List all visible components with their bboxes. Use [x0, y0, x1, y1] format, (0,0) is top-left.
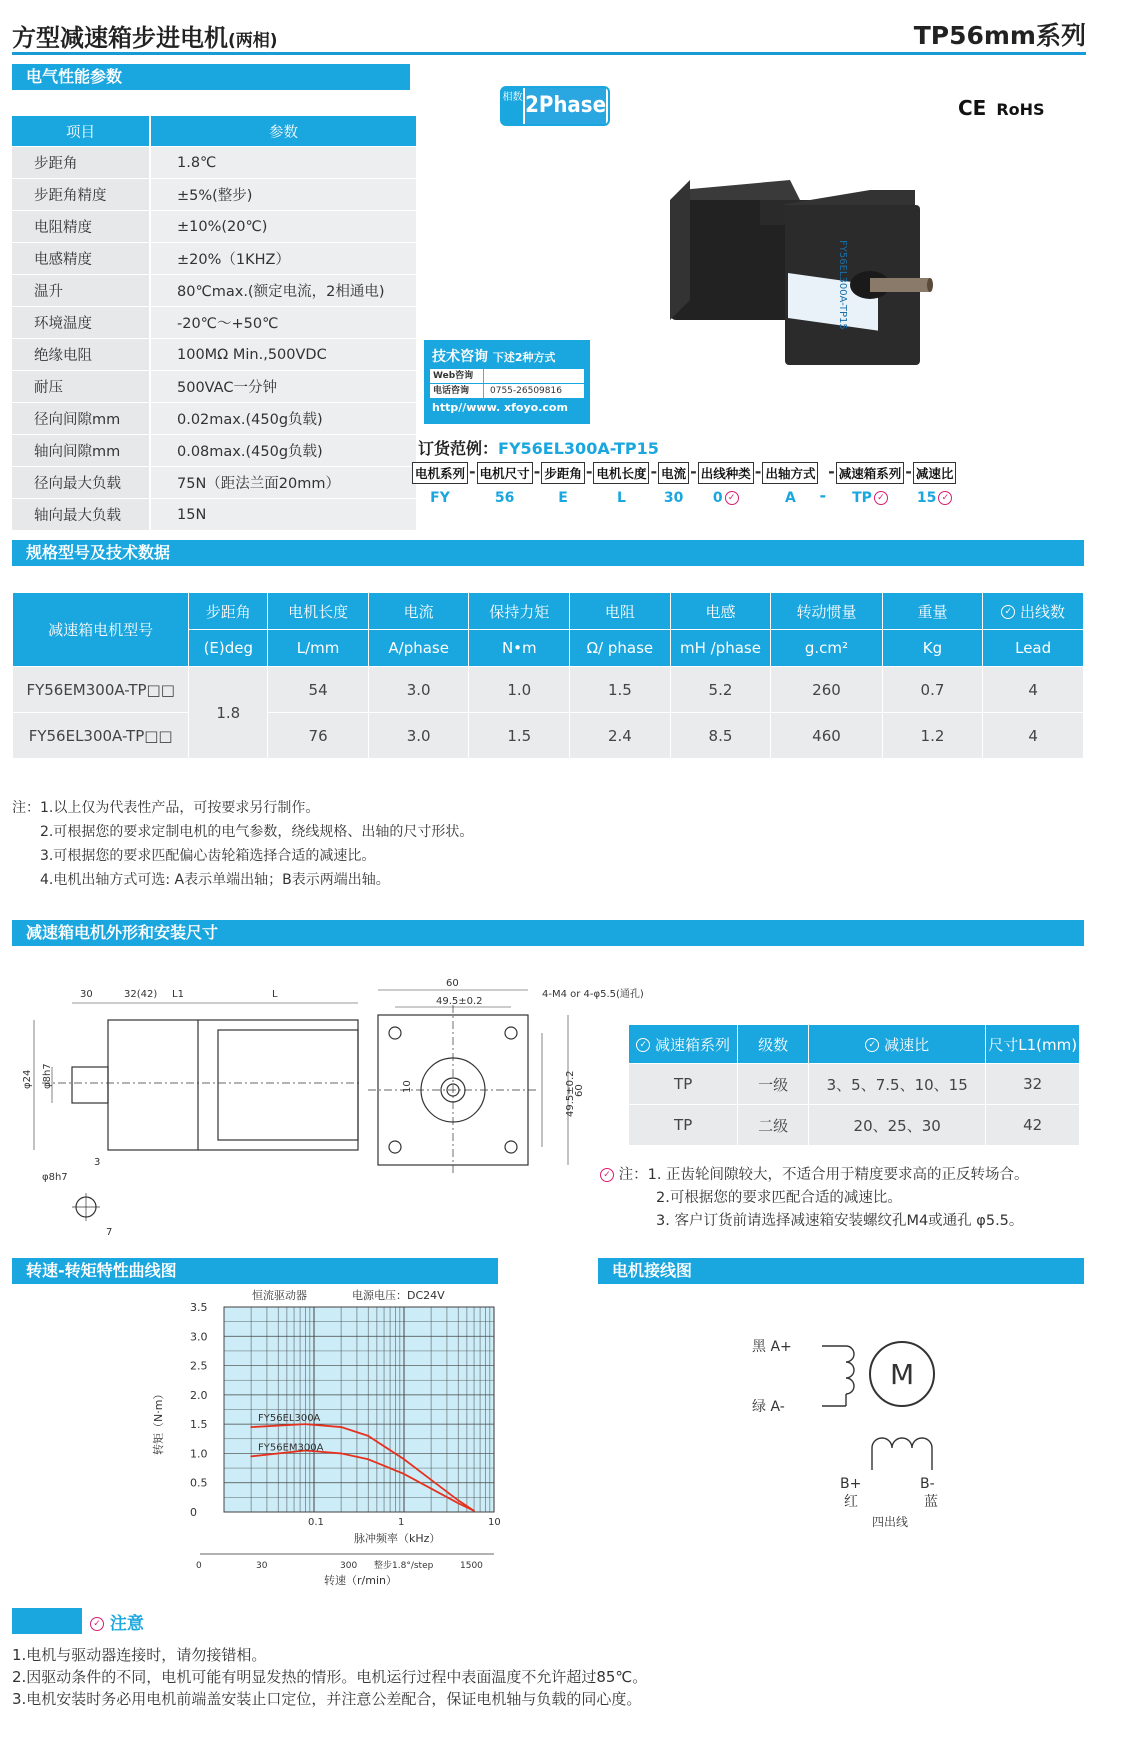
- order-col-head: 减速箱系列: [836, 462, 905, 484]
- motor-illustration: [660, 160, 960, 380]
- mark-icon: ✓: [874, 491, 888, 505]
- spec-unit: g.cm²: [771, 630, 882, 667]
- spec-cell: 3.0: [368, 713, 469, 759]
- series-point: [403, 1458, 405, 1460]
- dim-8h7: φ8h7: [42, 1063, 53, 1089]
- gear-notes: [600, 1164, 1029, 1233]
- spec-notes: [12, 796, 473, 892]
- spec-cell: 0.7: [882, 667, 983, 713]
- dim-l: L: [272, 989, 278, 1000]
- dim-7: 7: [106, 1227, 113, 1238]
- wiring-caption: 四出线: [872, 1515, 909, 1529]
- param-value: 0.02max.(450g负载): [150, 403, 416, 435]
- gear-cell: TP: [629, 1064, 738, 1105]
- order-dash: -: [650, 462, 658, 481]
- dim-49-5: 49.5±0.2: [436, 996, 483, 1007]
- param-key: 温升: [12, 275, 150, 307]
- order-dash: -: [905, 462, 912, 481]
- y-tick: 3.0: [190, 1330, 208, 1344]
- consult-url[interactable]: http//www. xfoyo.com: [432, 401, 568, 414]
- y-tick: 0: [190, 1506, 197, 1519]
- order-col: [477, 462, 533, 506]
- wire-b-minus: B-: [920, 1476, 935, 1492]
- param-value: 1.8℃: [150, 147, 416, 179]
- order-col-head: 电机尺寸: [477, 462, 533, 484]
- series-point: [457, 1499, 459, 1501]
- order-col-value: 56: [494, 490, 515, 506]
- consult-box: 技术咨询 下述2种方式 Web咨询 电话咨询 0755-26509816 http//www. xfoyo.com: [424, 340, 590, 424]
- section-spec: 规格型号及技术数据: [12, 540, 1084, 566]
- order-dash: -: [469, 462, 476, 481]
- spec-unit: Lead: [983, 630, 1084, 667]
- spec-unit: Kg: [882, 630, 983, 667]
- section-electrical: 电气性能参数: [12, 64, 410, 90]
- warning-item: 2.因驱动条件的不同，电机可能有明显发热的情形。电机运行过程中表面温度不允许超过85℃。: [12, 1668, 648, 1686]
- order-col-value: 0 ✓: [713, 490, 739, 506]
- mark-icon: ✓: [600, 1168, 614, 1182]
- dim-phi8: φ8h7: [42, 1172, 68, 1183]
- y-tick: 1.0: [190, 1447, 208, 1461]
- gear-cell: 二级: [738, 1105, 809, 1146]
- note-item: 注：1.以上仅为代表性产品，可按要求另行制作。: [12, 800, 320, 816]
- page-title: 方型减速箱步进电机(两相): [12, 24, 278, 52]
- gear-head: 尺寸L1(mm): [986, 1025, 1080, 1064]
- order-dash: -: [585, 462, 593, 481]
- spec-unit: L/mm: [268, 630, 369, 667]
- order-col-value: TP ✓: [852, 490, 888, 506]
- gear-table: [628, 1024, 1080, 1146]
- x2-tick: 30: [256, 1561, 268, 1571]
- note-item: 2.可根据您的要求定制电机的电气参数，绕线规格、出轴的尺寸形状。: [40, 824, 474, 840]
- dim-10: 10: [402, 1080, 413, 1093]
- x2-label: 转速（r/min）: [324, 1574, 397, 1587]
- series-point: [367, 1435, 369, 1437]
- x2-tick: 0: [196, 1561, 202, 1571]
- order-dash: -: [533, 462, 541, 481]
- spec-head: 电流: [368, 593, 469, 630]
- series-label: FY56EM300A: [258, 1442, 324, 1454]
- spec-model: FY56EL300A-TP□□: [13, 713, 189, 759]
- param-value: -20℃～+50℃: [150, 307, 416, 339]
- mark-icon: ✓: [725, 491, 739, 505]
- motor-label: FY56EL300A-TP15: [837, 240, 848, 330]
- params-row: [12, 339, 416, 371]
- y-label: 转矩（N·m）: [152, 1388, 165, 1455]
- spec-unit: Ω/ phase: [570, 630, 671, 667]
- spec-head: 转动惯量: [771, 593, 882, 630]
- order-col: [412, 462, 468, 506]
- x-tick: 10: [488, 1517, 501, 1528]
- param-key: 步距角: [12, 147, 150, 179]
- param-value: 80℃max.(额定电流，2相通电): [150, 275, 416, 307]
- params-row: [12, 435, 416, 467]
- order-col: [541, 462, 585, 506]
- spec-cell: 5.2: [670, 667, 771, 713]
- series-point: [367, 1458, 369, 1460]
- order-col: [698, 462, 754, 506]
- param-value: 15N: [150, 499, 416, 531]
- spec-table: [12, 592, 1084, 759]
- wire-b-minus-color: 蓝: [924, 1494, 938, 1510]
- chart-driver-note: 恒流驱动器: [252, 1289, 307, 1302]
- params-row: [12, 467, 416, 499]
- series-point: [340, 1453, 342, 1455]
- motor-symbol: M: [890, 1358, 915, 1391]
- series-label: FY56EL300A: [258, 1413, 321, 1425]
- order-col: [658, 462, 689, 506]
- gear-head: 级数: [738, 1025, 809, 1064]
- spec-unit: A/phase: [368, 630, 469, 667]
- phase-badge-right: 2Phase: [525, 88, 606, 124]
- ce-mark: CE: [958, 96, 987, 120]
- gear-cell: 3、5、7.5、10、15: [809, 1064, 986, 1105]
- gear-note-item: 3. 客户订货前请选择减速箱安装螺纹孔M4或通孔 φ5.5。: [656, 1213, 1024, 1229]
- dim-hole: 4-M4 or 4-φ5.5(通孔): [542, 989, 644, 1000]
- order-col: [913, 462, 957, 506]
- x2-tick: 1500: [460, 1561, 483, 1571]
- spec-cell: 8.5: [670, 713, 771, 759]
- mark-icon: ✓: [865, 1038, 879, 1052]
- param-key: 绝缘电阻: [12, 339, 150, 371]
- gear-cell: 32: [986, 1064, 1080, 1105]
- param-key: 电感精度: [12, 243, 150, 275]
- spec-unit: mH /phase: [670, 630, 771, 667]
- y-tick: 1.5: [190, 1418, 208, 1432]
- param-key: 步距角精度: [12, 179, 150, 211]
- spec-head: ✓ 出线数: [983, 593, 1084, 630]
- x-tick: 0.1: [308, 1517, 324, 1528]
- y-tick: 3.5: [190, 1301, 208, 1314]
- param-key: 环境温度: [12, 307, 150, 339]
- order-col-value: FY: [430, 490, 450, 506]
- gear-cell: TP: [629, 1105, 738, 1146]
- spec-head: 步距角: [189, 593, 268, 630]
- spec-cell: 54: [268, 667, 369, 713]
- series-point: [250, 1426, 252, 1428]
- gear-head: ✓ 减速箱系列: [629, 1025, 738, 1064]
- y-tick: 2.0: [190, 1388, 208, 1402]
- spec-model: FY56EM300A-TP□□: [13, 667, 189, 713]
- order-dash: -: [690, 462, 697, 481]
- warning-item: 1.电机与驱动器连接时，请勿接错相。: [12, 1646, 267, 1664]
- section-wiring: 电机接线图: [598, 1258, 1084, 1284]
- section-dimensions: 减速箱电机外形和安装尺寸: [12, 920, 1084, 946]
- params-row: [12, 307, 416, 339]
- gear-note-item: ✓ 注：1. 正齿轮间隙较大，不适合用于精度要求高的正反转场合。: [600, 1164, 1029, 1187]
- order-col-head: 电机系列: [412, 462, 468, 484]
- mark-icon: ✓: [90, 1617, 104, 1631]
- mark-icon: ✓: [636, 1038, 650, 1052]
- series-point: [340, 1426, 342, 1428]
- section-curve: 转速-转矩特性曲线图: [12, 1258, 498, 1284]
- spec-head: 保持力矩: [469, 593, 570, 630]
- order-col-value: E: [558, 490, 568, 506]
- order-col-head: 电流: [658, 462, 689, 484]
- params-row: [12, 211, 416, 243]
- spec-cell: 76: [268, 713, 369, 759]
- spec-head: 电阻: [570, 593, 671, 630]
- spec-cell: 2.4: [570, 713, 671, 759]
- series-point: [250, 1456, 252, 1458]
- mark-icon: ✓: [938, 491, 952, 505]
- order-dash: -: [754, 462, 762, 481]
- order-dash: -: [828, 462, 835, 481]
- warning-list: [12, 1644, 647, 1710]
- spec-cell: 1.5: [469, 713, 570, 759]
- warning-item: 3.电机安装时务必用电机前端盖安装止口定位，并注意公差配合，保证电机轴与负载的同心度。: [12, 1690, 642, 1708]
- param-value: ±10%(20℃): [150, 211, 416, 243]
- spec-unit: N•m: [469, 630, 570, 667]
- dim-49-5-v: 49.5±0.2: [565, 1070, 576, 1117]
- gear-cell: 20、25、30: [809, 1105, 986, 1146]
- spec-step: 1.8: [189, 667, 268, 759]
- gear-cell: 42: [986, 1105, 1080, 1146]
- warning-header: ✓ 注意: [12, 1608, 144, 1634]
- param-key: 轴向间隙mm: [12, 435, 150, 467]
- params-head-cell: 项目: [12, 116, 150, 147]
- y-tick: 2.5: [190, 1359, 208, 1373]
- order-col: [836, 462, 905, 506]
- order-col-head: 减速比: [913, 462, 957, 484]
- cert-marks: [958, 96, 1045, 120]
- spec-row: [13, 667, 1084, 713]
- gear-head: ✓ 减速比: [809, 1025, 986, 1064]
- spec-cell: 4: [983, 713, 1084, 759]
- spec-head-row: [13, 593, 1084, 630]
- param-value: 500VAC一分钟: [150, 371, 416, 403]
- wire-a-minus: 绿 A-: [752, 1399, 785, 1415]
- order-col-value: A: [785, 490, 796, 506]
- dim-60: 60: [446, 978, 459, 989]
- spec-row: [13, 713, 1084, 759]
- order-col-value: L: [617, 490, 626, 506]
- params-row: [12, 275, 416, 307]
- gear-cell: 一级: [738, 1064, 809, 1105]
- spec-unit: (E)deg: [189, 630, 268, 667]
- spec-cell: 260: [771, 667, 882, 713]
- param-key: 轴向最大负载: [12, 499, 150, 531]
- order-col-value: 30: [663, 490, 684, 506]
- param-key: 电阻精度: [12, 211, 150, 243]
- dim-l1: L1: [172, 989, 184, 1000]
- dim-30: 30: [80, 989, 93, 1000]
- order-col: [593, 462, 649, 506]
- header-rule: [12, 52, 1086, 55]
- params-table: [12, 116, 416, 531]
- torque-chart: [140, 1285, 560, 1587]
- wire-b-plus-color: 红: [844, 1494, 858, 1510]
- order-col-head: 步距角: [541, 462, 585, 484]
- spec-cell: 1.0: [469, 667, 570, 713]
- dim-3: 3: [94, 1157, 101, 1168]
- order-col-head: 出轴方式: [762, 462, 818, 484]
- order-col-head: 电机长度: [593, 462, 649, 484]
- spec-model-head: 减速箱电机型号: [13, 593, 189, 667]
- gear-head-row: [629, 1025, 1080, 1064]
- params-row: [12, 371, 416, 403]
- x2-tick: 300: [340, 1561, 358, 1571]
- param-value: 0.08max.(450g负载): [150, 435, 416, 467]
- gear-row: [629, 1105, 1080, 1146]
- phase-badge: [500, 86, 610, 126]
- series-title: TP56mm系列: [913, 21, 1086, 50]
- spec-cell: 1.5: [570, 667, 671, 713]
- chart-voltage-note: 电源电压：DC24V: [352, 1289, 445, 1302]
- gear-row: [629, 1064, 1080, 1105]
- mark-icon: ✓: [1001, 605, 1015, 619]
- param-value: ±5%(整步): [150, 179, 416, 211]
- dim-32: 32(42): [124, 989, 158, 1000]
- series-point: [430, 1488, 432, 1490]
- order-col-value: 15 ✓: [917, 490, 952, 506]
- params-row: [12, 179, 416, 211]
- params-header: [12, 116, 416, 147]
- series-point: [403, 1473, 405, 1475]
- series-point: [457, 1502, 459, 1504]
- param-value: 100MΩ Min.,500VDC: [150, 339, 416, 371]
- order-title: 订货范例：FY56EL300A-TP15: [418, 439, 659, 458]
- note-item: 4.电机出轴方式可选: A表示单端出轴；B表示两端出轴。: [40, 872, 390, 888]
- params-row: [12, 403, 416, 435]
- spec-head: 电感: [670, 593, 771, 630]
- dimension-drawing: [12, 975, 652, 1245]
- phase-badge-left: 相数: [502, 88, 523, 124]
- spec-cell: 1.2: [882, 713, 983, 759]
- order-col: [762, 462, 818, 506]
- params-row: [12, 243, 416, 275]
- order-col-head: 出线种类: [698, 462, 754, 484]
- spec-head: 重量: [882, 593, 983, 630]
- x-tick: 1: [398, 1517, 405, 1528]
- gear-note-item: 2.可根据您的要求匹配合适的减速比。: [656, 1190, 902, 1206]
- wiring-diagram: [740, 1320, 1000, 1529]
- order-mid-dash: -: [819, 486, 827, 505]
- spec-cell: 460: [771, 713, 882, 759]
- rohs-mark: RoHS: [996, 100, 1045, 119]
- params-head-cell: 参数: [150, 116, 416, 147]
- param-key: 径向间隙mm: [12, 403, 150, 435]
- param-key: 径向最大负载: [12, 467, 150, 499]
- dim-24: φ24: [22, 1069, 33, 1089]
- series-point: [473, 1510, 475, 1512]
- x-label: 脉冲频率（kHz）: [354, 1532, 441, 1545]
- wire-b-plus: B+: [840, 1476, 862, 1492]
- spec-cell: 3.0: [368, 667, 469, 713]
- param-key: 耐压: [12, 371, 150, 403]
- chart-step-note: 整步1.8°/step: [374, 1561, 434, 1571]
- params-row: [12, 499, 416, 531]
- wire-a-plus: 黑 A+: [752, 1339, 792, 1355]
- dim-60-v: 60: [574, 1084, 585, 1097]
- order-code-row: [412, 462, 956, 506]
- series-point: [430, 1479, 432, 1481]
- y-tick: 0.5: [190, 1476, 208, 1490]
- note-item: 3.可根据您的要求匹配偏心齿轮箱选择合适的减速比。: [40, 848, 376, 864]
- spec-head: 电机长度: [268, 593, 369, 630]
- param-value: ±20%（1KHZ）: [150, 243, 416, 275]
- params-row: [12, 147, 416, 179]
- spec-cell: 4: [983, 667, 1084, 713]
- param-value: 75N（距法兰面20mm）: [150, 467, 416, 499]
